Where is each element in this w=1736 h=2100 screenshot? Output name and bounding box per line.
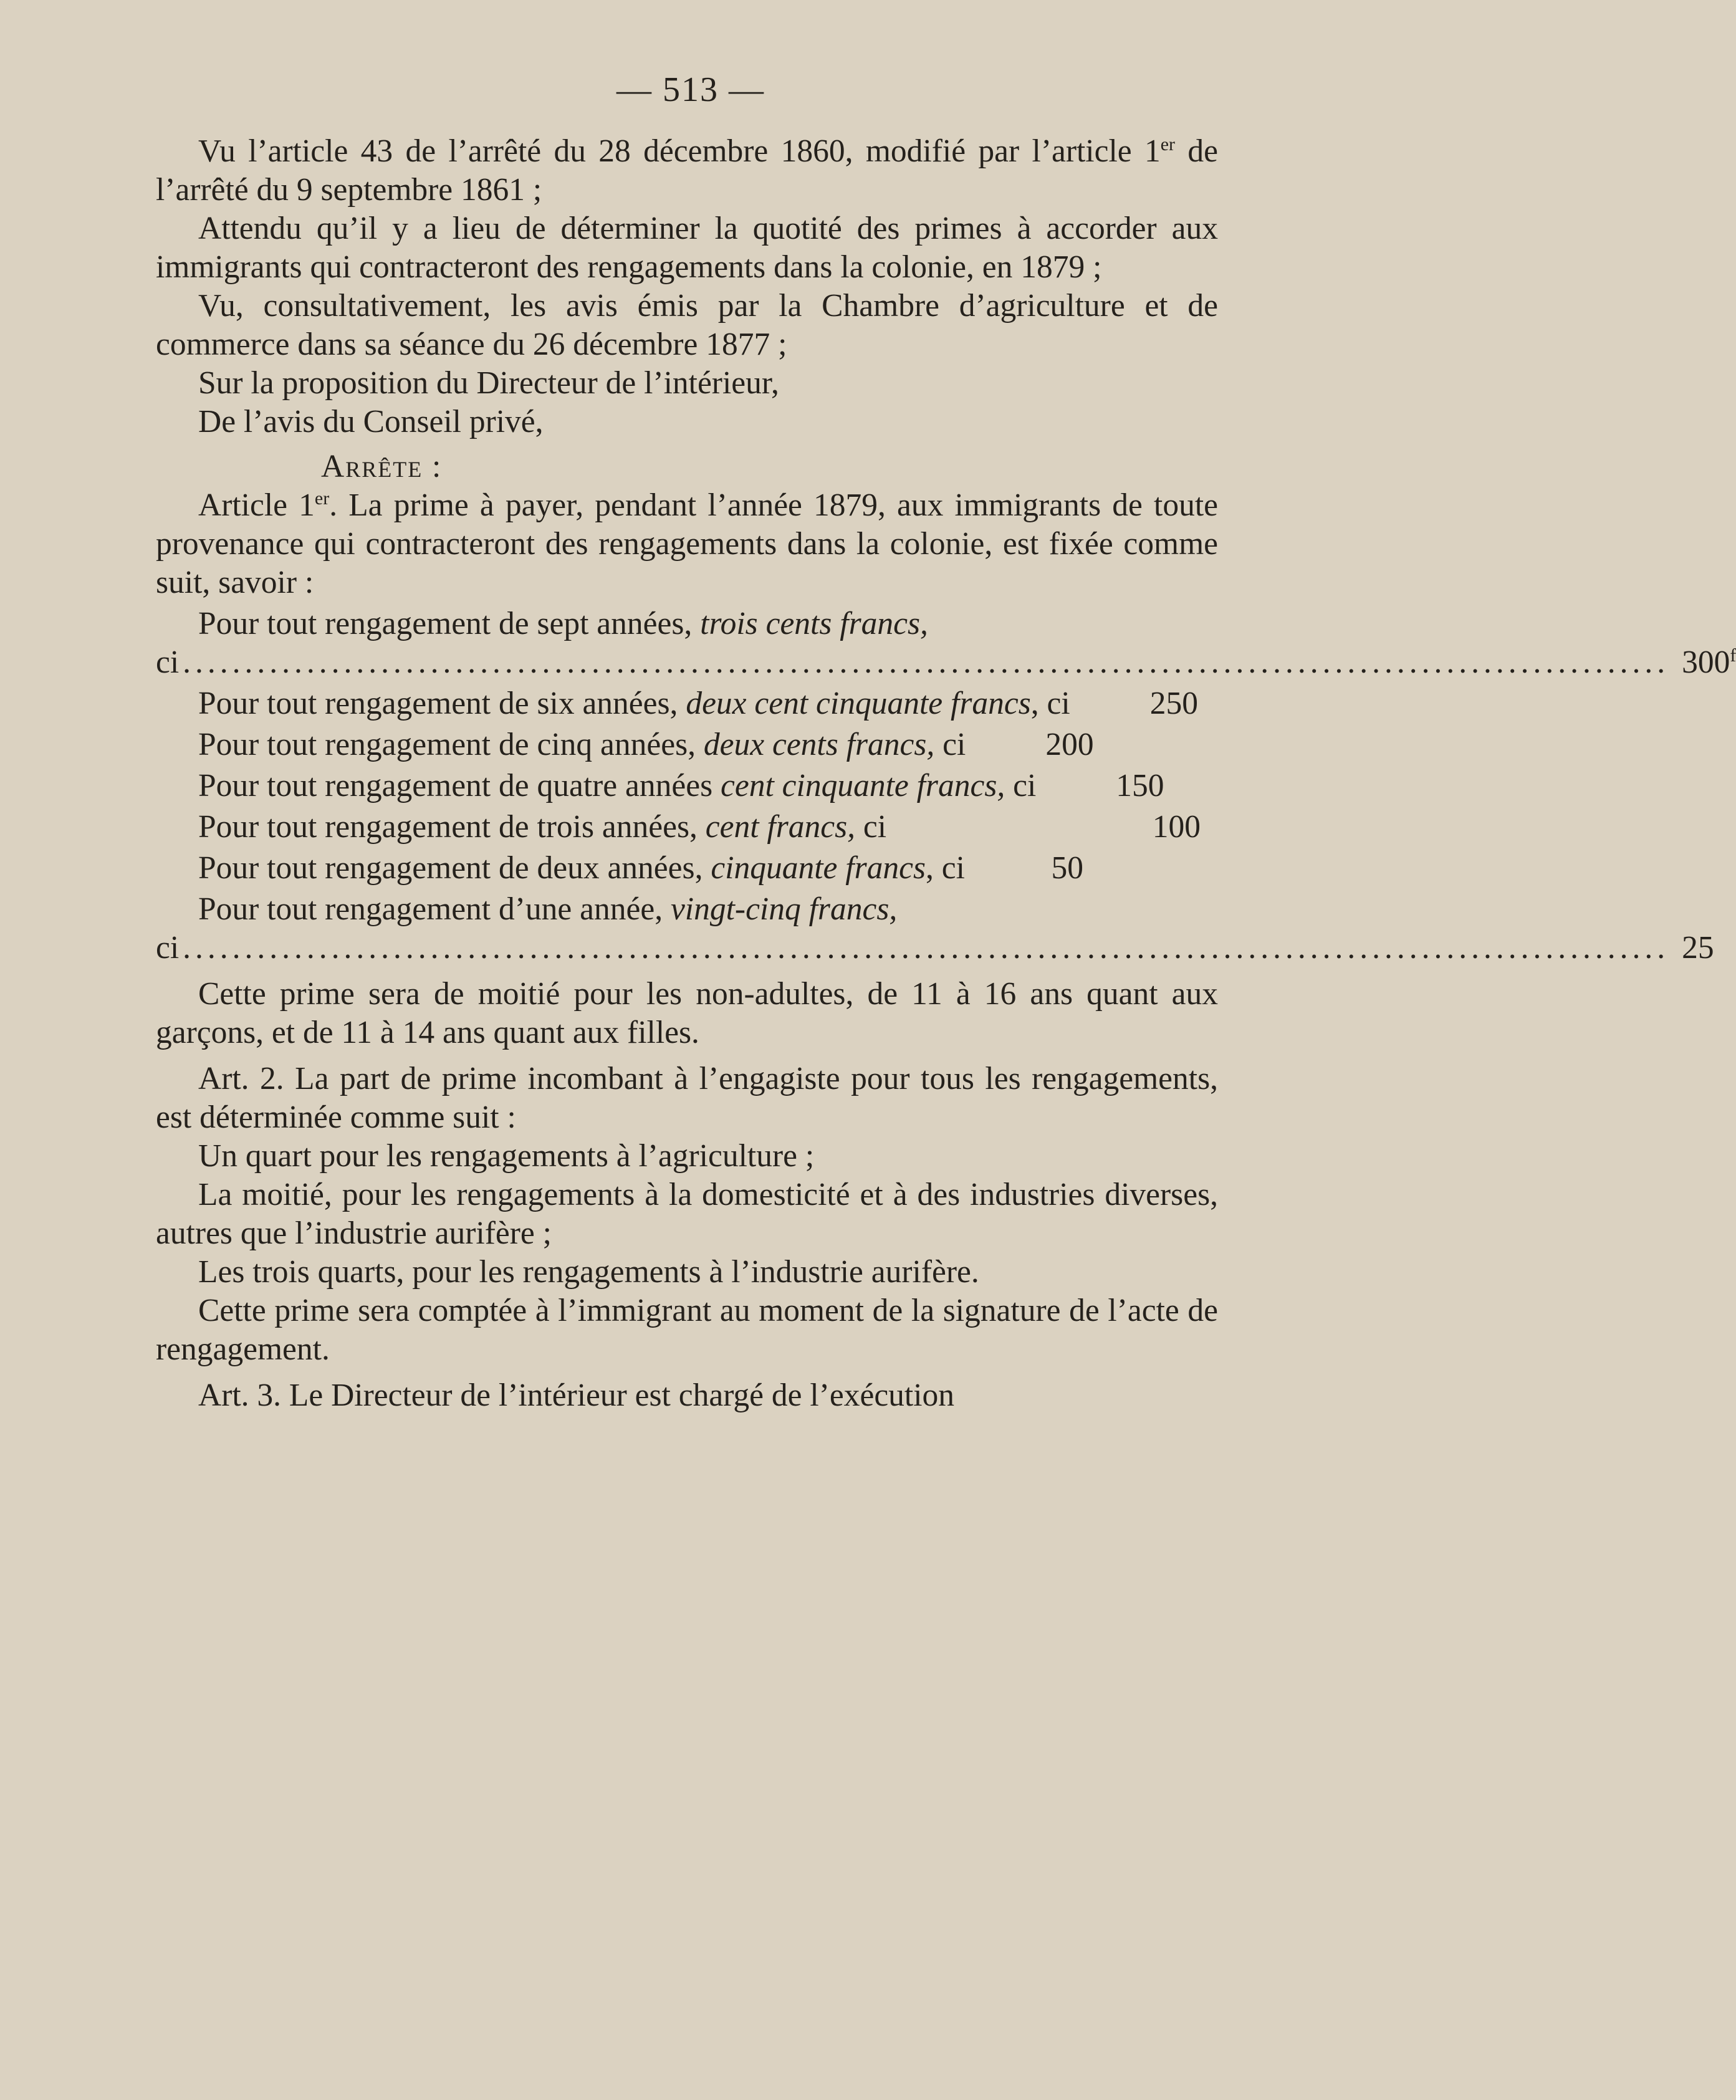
superscript: er	[1160, 133, 1176, 155]
rate-description	[156, 726, 1218, 764]
rate-entry	[156, 808, 1218, 846]
rate-words: vingt-cinq francs,	[670, 891, 898, 927]
paragraph-text: . La prime à payer, pendant l’année 1879, aux immigrants de toute provenance qui contracteront des rengagements dans la colonie, est fixée comme suit, savoir :	[156, 487, 1218, 600]
rate-description	[156, 890, 1218, 929]
rate-description	[156, 849, 1218, 888]
rate-entry	[156, 726, 1218, 764]
rate-text: Pour tout rengagement de deux années,	[198, 850, 711, 886]
rate-entry	[156, 767, 1218, 805]
rate-entry	[156, 890, 1714, 967]
rate-line	[156, 643, 1736, 682]
rate-text: Pour tout rengagement de trois années,	[198, 809, 706, 845]
rate-description	[156, 605, 1218, 643]
rate-amount: 100	[1152, 809, 1201, 845]
rate-words: deux cent cinquante francs	[686, 686, 1031, 721]
rate-words: deux cents francs,	[703, 727, 935, 762]
paragraph-vu-chambre: Vu, consultativement, les avis émis par la Chambre d’agriculture et de commerce dans sa séance du 26 décembre 1877 ;	[156, 288, 1218, 362]
amount-value: 300	[1682, 645, 1730, 680]
rate-words: cinquante francs	[711, 850, 926, 886]
rate-words: trois cents francs,	[700, 606, 928, 641]
rate-tail: , ci	[1030, 686, 1070, 721]
rate-text: Pour tout rengagement de sept années,	[198, 606, 701, 641]
dot-leader: ........................................................................................................................	[183, 645, 1670, 680]
rate-tail: ci	[1005, 768, 1037, 803]
rate-tail: ci	[156, 930, 180, 966]
paragraph-text: Vu l’article 43 de l’arrêté du 28 décembre 1860, modifié par l’article 1	[198, 133, 1161, 169]
rate-description	[156, 767, 1218, 805]
rate-tail: ci	[156, 645, 180, 680]
paragraph-moitie: La moitié, pour les rengagements à la domesticité et à des industries diverses, autres que l’industrie aurifère ;	[156, 1177, 1218, 1251]
rate-entry	[156, 684, 1218, 723]
paragraph-article-1	[156, 486, 1218, 602]
body-text	[156, 132, 1736, 1415]
rate-amount: 25	[1682, 930, 1714, 966]
rate-text: Pour tout rengagement de quatre années	[198, 768, 721, 803]
rate-amount	[1682, 643, 1736, 682]
paragraph-article-3: Art. 3. Le Directeur de l’intérieur est chargé de l’exécution	[198, 1378, 955, 1413]
amount-unit: f	[1730, 645, 1736, 666]
paragraph-vu-article	[156, 132, 1218, 209]
paragraph-article-2: Art. 2. La part de prime incombant à l’engagiste pour tous les rengagements, est déterminée comme suit :	[156, 1061, 1218, 1135]
paragraph-quart: Un quart pour les rengagements à l’agriculture ;	[198, 1138, 815, 1174]
paragraph-attendu: Attendu qu’il y a lieu de déterminer la quotité des primes à accorder aux immigrants qui contracteront des rengagements dans la colonie, en 1879 ;	[156, 211, 1218, 285]
dot-leader: ........................................................................................................................	[183, 930, 1670, 966]
paragraph-text: Article 1	[198, 487, 315, 523]
rate-text: Pour tout rengagement de six années,	[198, 686, 686, 721]
rate-words: cent francs,	[705, 809, 856, 845]
rate-entry	[156, 605, 1736, 682]
paragraph-trois-quarts: Les trois quarts, pour les rengagements à l’industrie aurifère.	[198, 1254, 979, 1290]
rate-tail: ci	[855, 809, 887, 845]
paragraph-conseil: De l’avis du Conseil privé,	[198, 404, 544, 439]
rate-amount: 150	[1116, 768, 1164, 803]
rate-entry	[156, 849, 1218, 888]
rate-text: Pour tout rengagement de cinq années,	[198, 727, 704, 762]
heading-arrete: Arrête :	[321, 449, 443, 484]
paragraph-proposition: Sur la proposition du Directeur de l’intérieur,	[198, 365, 779, 401]
superscript: er	[314, 487, 330, 509]
rate-description	[198, 808, 1120, 846]
paragraph-prime-comptee: Cette prime sera comptée à l’immigrant au moment de la signature de l’acte de rengagement.	[156, 1293, 1218, 1367]
rate-line	[156, 929, 1714, 967]
rate-amount: 250	[1149, 686, 1198, 721]
rate-description	[156, 684, 1218, 723]
rate-amount: 200	[1045, 727, 1094, 762]
rate-tail: , ci	[926, 850, 965, 886]
rate-text: Pour tout rengagement d’une année,	[198, 891, 671, 927]
rate-amount: 50	[1051, 850, 1083, 886]
rate-words: cent cinquante francs,	[721, 768, 1005, 803]
paragraph-non-adultes: Cette prime sera de moitié pour les non-adultes, de 11 à 16 ans quant aux garçons, et de 11 à 14 ans quant aux filles.	[156, 976, 1218, 1050]
paragraph-text: de l’arrêté du 9 septembre 1861 ;	[156, 133, 1218, 208]
rate-tail: ci	[934, 727, 966, 762]
page-number: — 513 —	[616, 70, 765, 109]
